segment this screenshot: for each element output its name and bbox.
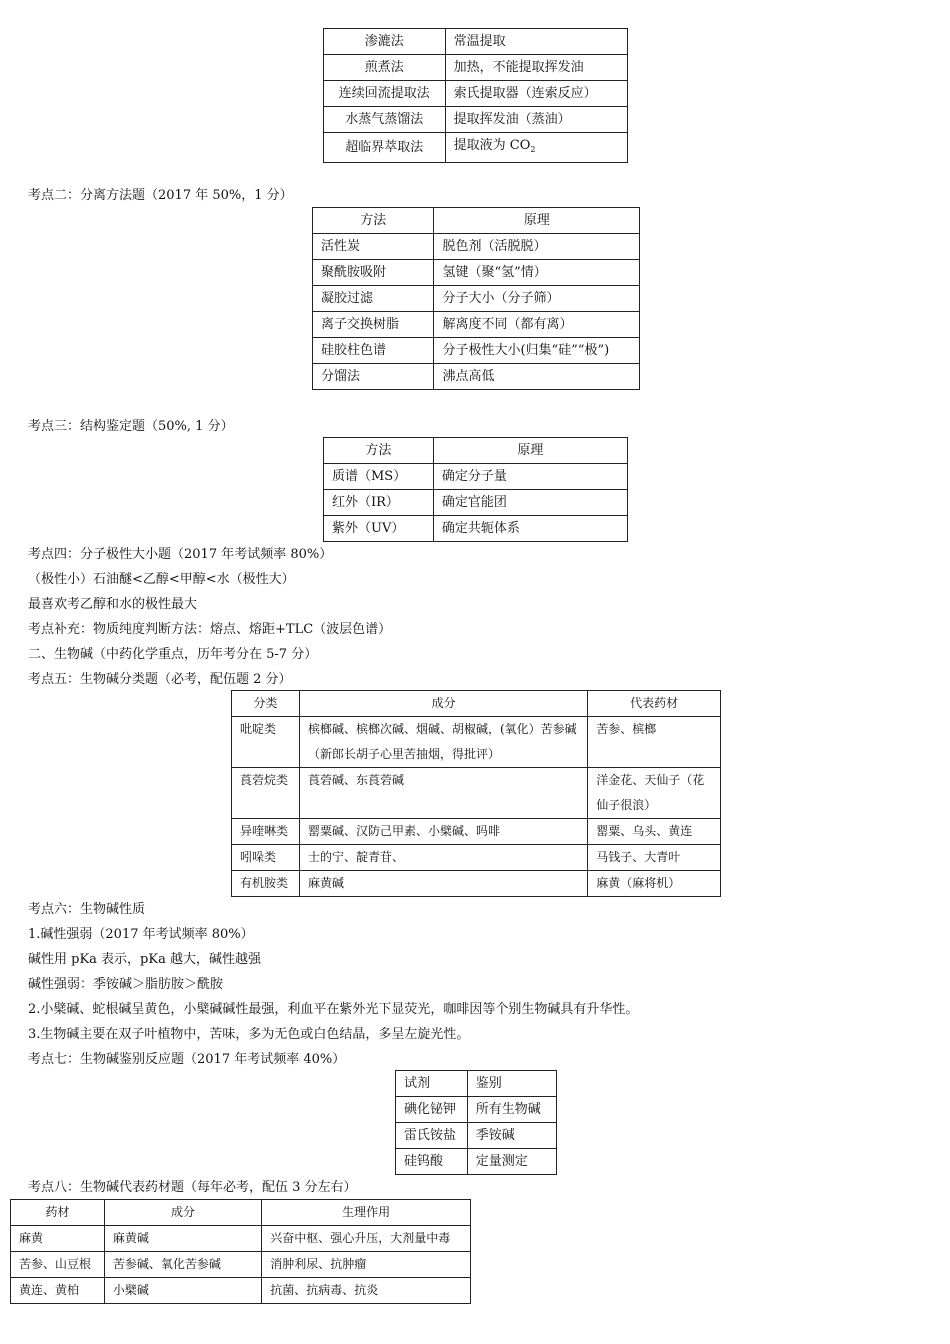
table-header-row [232,691,721,717]
identification-reaction-table [395,1070,557,1175]
principle-cell: 确定官能团 [433,490,627,516]
herb-cell: 罂粟、乌头、黄连 [588,819,721,845]
method-cell: 紫外（UV） [324,516,434,542]
identification-cell: 所有生物碱 [467,1097,556,1123]
principle-cell: 氢键（聚“氢”情） [434,260,640,286]
table-row [232,819,721,845]
column-header: 原理 [433,438,627,464]
description-text: 提取液为 CO [453,138,531,153]
method-cell: 硅胶柱色谱 [313,338,434,364]
table-row [232,768,721,819]
table-row [324,29,628,55]
method-cell: 质谱（MS） [324,464,434,490]
section-heading: 考点二：分离方法题（2017 年 50%，1 分） [28,188,293,203]
table-row [232,717,721,768]
method-cell: 活性炭 [313,234,434,260]
table-header-row [324,438,628,464]
text-line: 考点四：分子极性大小题（2017 年考试频率 80%） [28,547,333,562]
structure-identification-table [323,437,628,542]
table-row [313,260,640,286]
table-row [324,516,628,542]
method-cell: 离子交换树脂 [313,312,434,338]
herb-cell: 苦参、槟榔 [588,717,721,768]
component-cell: 莨菪碱、东莨菪碱 [299,768,587,819]
method-cell: 水蒸气蒸馏法 [324,107,446,133]
herb-cell: 黄连、黄柏 [11,1278,105,1304]
component-cell: 苦参碱、氧化苦参碱 [104,1252,261,1278]
description-cell: 提取挥发油（蒸油） [445,107,627,133]
text-line: 3.生物碱主要在双子叶植物中，苦味，多为无色或白色结晶，多呈左旋光性。 [28,1027,470,1042]
table-row [313,286,640,312]
column-header: 试剂 [396,1071,468,1097]
method-cell: 红外（IR） [324,490,434,516]
principle-cell: 确定分子量 [433,464,627,490]
subscript: 2 [530,145,536,154]
table-row [11,1226,471,1252]
table-row [396,1097,557,1123]
principle-cell: 确定共轭体系 [433,516,627,542]
column-header: 成分 [104,1200,261,1226]
principle-cell: 解离度不同（都有离） [434,312,640,338]
column-header: 生理作用 [262,1200,471,1226]
reagent-cell: 雷氏铵盐 [396,1123,468,1149]
principle-cell: 沸点高低 [434,364,640,390]
herb-cell: 麻黄 [11,1226,105,1252]
method-cell: 分馏法 [313,364,434,390]
table-row [396,1149,557,1175]
herb-cell: 马钱子、大青叶 [588,845,721,871]
principle-cell: 分子极性大小(归集“硅”“极”) [434,338,640,364]
text-line: 碱性用 pKa 表示，pKa 越大，碱性越强 [28,952,261,967]
column-header: 方法 [324,438,434,464]
table-row [313,312,640,338]
herb-cell: 麻黄（麻将机） [588,871,721,897]
section-heading: 考点六：生物碱性质 [28,902,146,917]
description-cell: 加热，不能提取挥发油 [445,55,627,81]
method-cell: 超临界萃取法 [324,133,446,163]
principle-cell: 分子大小（分子筛） [434,286,640,312]
method-cell: 煎煮法 [324,55,446,81]
table-row [324,490,628,516]
section-heading: 考点八：生物碱代表药材题（每年必考，配伍 3 分左右） [28,1180,357,1195]
column-header: 原理 [434,208,640,234]
method-cell: 聚酰胺吸附 [313,260,434,286]
text-line: （极性小）石油醚<乙醇<甲醇<水（极性大） [28,572,295,587]
alkaloid-classification-table [231,690,721,897]
class-cell: 有机胺类 [232,871,300,897]
section-heading: 考点七：生物碱鉴别反应题（2017 年考试频率 40%） [28,1052,346,1067]
component-cell: 罂粟碱、汉防己甲素、小檗碱、吗啡 [299,819,587,845]
identification-cell: 定量测定 [467,1149,556,1175]
text-line: 碱性强弱：季铵碱＞脂肪胺＞酰胺 [28,977,224,992]
table-row [313,338,640,364]
text-line: 1.碱性强弱（2017 年考试频率 80%） [28,927,254,942]
method-cell: 连续回流提取法 [324,81,446,107]
table-row [324,55,628,81]
column-header: 代表药材 [588,691,721,717]
column-header: 方法 [313,208,434,234]
identification-cell: 季铵碱 [467,1123,556,1149]
table-row [232,845,721,871]
herb-cell: 苦参、山豆根 [11,1252,105,1278]
description-cell: 常温提取 [445,29,627,55]
reagent-cell: 硅钨酸 [396,1149,468,1175]
reagent-cell: 碘化铋钾 [396,1097,468,1123]
principle-cell: 脱色剂（活脱脱） [434,234,640,260]
table-row [324,107,628,133]
table-row [324,81,628,107]
herb-cell: 洋金花、天仙子（花仙子很浪） [588,768,721,819]
table-row [313,234,640,260]
class-cell: 吲哚类 [232,845,300,871]
effect-cell: 兴奋中枢、强心升压，大剂量中毒 [262,1226,471,1252]
column-header: 药材 [11,1200,105,1226]
table-header-row [313,208,640,234]
table-header-row [396,1071,557,1097]
table-header-row [11,1200,471,1226]
table-row [324,464,628,490]
method-cell: 凝胶过滤 [313,286,434,312]
table-row [11,1278,471,1304]
table-row [11,1252,471,1278]
component-cell: 麻黄碱 [299,871,587,897]
text-line: 最喜欢考乙醇和水的极性最大 [28,597,198,612]
component-cell: 槟榔碱、槟榔次碱、烟碱、胡椒碱，(氧化）苦参碱（新郎长胡子心里苦抽烟，得批评） [299,717,587,768]
column-header: 成分 [299,691,587,717]
component-cell: 士的宁、靛青苷、 [299,845,587,871]
table-row [324,133,628,163]
section-heading: 考点三：结构鉴定题（50%, 1 分） [28,419,234,434]
effect-cell: 抗菌、抗病毒、抗炎 [262,1278,471,1304]
table-row [396,1123,557,1149]
description-cell: 索氏提取器（连索反应） [445,81,627,107]
description-cell [445,133,627,163]
text-line: 考点补充：物质纯度判断方法：熔点、熔距+TLC（波层色谱） [28,622,392,637]
section-heading: 考点五：生物碱分类题（必考，配伍题 2 分） [28,672,292,687]
component-cell: 小檗碱 [104,1278,261,1304]
extraction-methods-table [323,28,628,163]
text-line: 2.小檗碱、蛇根碱呈黄色，小檗碱碱性最强，利血平在紫外光下显荧光，咖啡因等个别生物碱具有升华性。 [28,1002,639,1017]
component-cell: 麻黄碱 [104,1226,261,1252]
representative-herbs-table [10,1199,471,1304]
table-row [313,364,640,390]
class-cell: 莨菪烷类 [232,768,300,819]
class-cell: 吡啶类 [232,717,300,768]
separation-methods-table [312,207,640,390]
column-header: 分类 [232,691,300,717]
method-cell: 渗漉法 [324,29,446,55]
class-cell: 异喹啉类 [232,819,300,845]
effect-cell: 消肿利尿、抗肿瘤 [262,1252,471,1278]
column-header: 鉴别 [467,1071,556,1097]
text-line: 二、生物碱（中药化学重点，历年考分在 5-7 分） [28,647,318,662]
table-row [232,871,721,897]
